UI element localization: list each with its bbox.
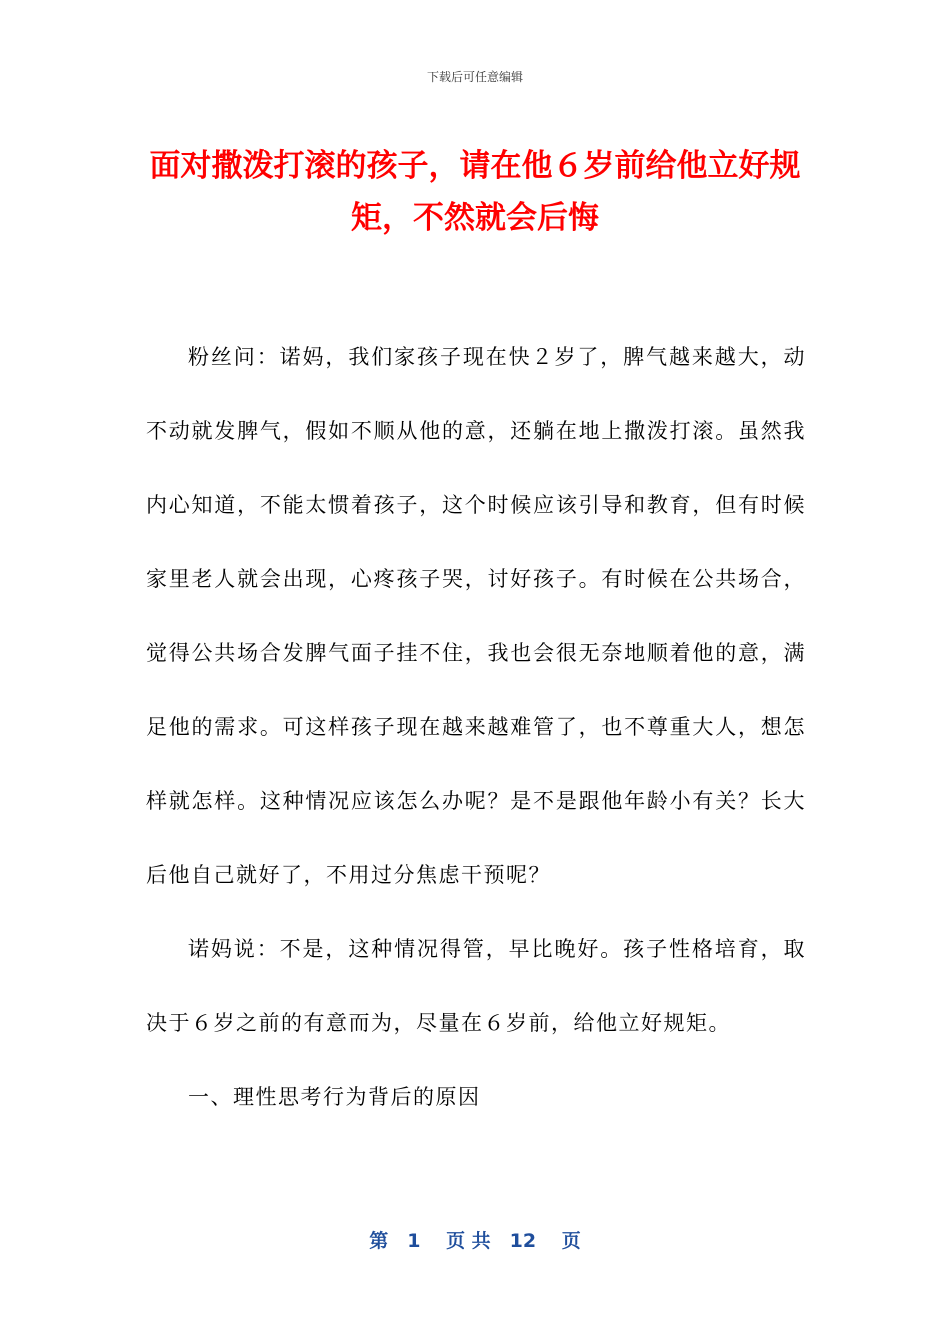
page-number-footer: 第 1 页 共 12 页 (369, 1230, 581, 1252)
paragraph-answer: 诺妈说：不是，这种情况得管，早比晚好。孩子性格培育，取决于６岁之前的有意而为，尽量在６岁前，给他立好规矩。 (146, 937, 806, 1035)
header-note: 下载后可任意编辑 (426, 70, 523, 84)
document-title: 面对撒泼打滚的孩子，请在他６岁前给他立好规矩，不然就会后悔 (149, 148, 801, 236)
document-body (146, 320, 806, 1134)
paragraph-question: 粉丝问：诺妈，我们家孩子现在快２岁了，脾气越来越大，动不动就发脾气，假如不顺从他的意，还躺在地上撒泼打滚。虽然我内心知道，不能太惯着孩子，这个时候应该引导和教育，但有时候家里老人就会出现，心疼孩子哭，讨好孩子。有时候在公共场合，觉得公共场合发脾气面子挂不住，我也会很无奈地顺着他的意，满足他的需求。可这样孩子现在越来越难管了，也不尊重大人，想怎样就怎样。这种情况应该怎么办呢？是不是跟他年龄小有关？长大后他自己就好了，不用过分焦虑干预呢？ (146, 345, 806, 887)
section-heading: 一、理性思考行为背后的原因 (188, 1085, 481, 1109)
